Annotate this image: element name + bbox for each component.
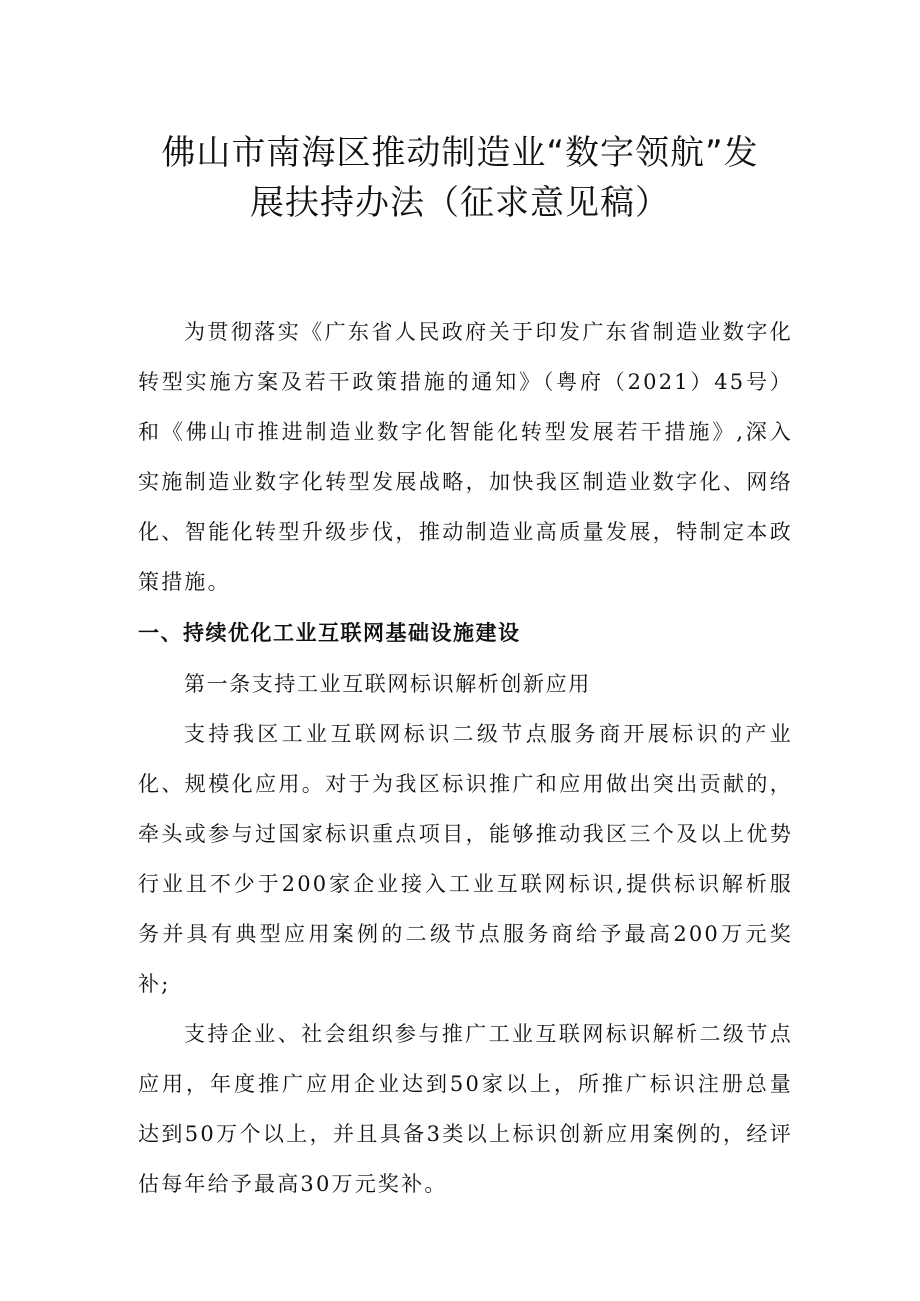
article-title: 第一条支持工业互联网标识解析创新应用 [184,672,591,696]
section-heading: 一、持续优化工业互联网基础设施建设 [138,621,521,645]
title-line-1: 佛山市南海区推动制造业“数字领航”发 [161,133,759,173]
article-paragraph-1: 支持我区工业互联网标识二级节点服务商开展标识的产业化、规模化应用。对于为我区标识推广和应用做出突出贡献的，牵头或参与过国家标识重点项目，能够推动我区三个及以上优势行业且不少于200家企业接入工业互联网标识,提供标识解析服务并具有典型应用案例的二级节点服务商给予最高200万元奖补; [138,722,793,996]
intro-paragraph: 为贯彻落实《广东省人民政府关于印发广东省制造业数字化转型实施方案及若干政策措施的通知》（粤府（2021）45号）和《佛山市推进制造业数字化智能化转型发展若干措施》,深入实施制造业数字化转型发展战略，加快我区制造业数字化、网络化、智能化转型升级步伐，推动制造业高质量发展，特制定本政策措施。 [138,320,793,594]
document-body [138,307,793,1209]
article-paragraph-2: 支持企业、社会组织参与推广工业互联网标识解析二级节点应用，年度推广应用企业达到50家以上，所推广标识注册总量达到50万个以上，并且具备3类以上标识创新应用案例的，经评估每年给予最高30万元奖补。 [138,1022,793,1196]
document-title [120,128,800,228]
title-line-2: 展扶持办法（征求意见稿） [250,183,670,223]
